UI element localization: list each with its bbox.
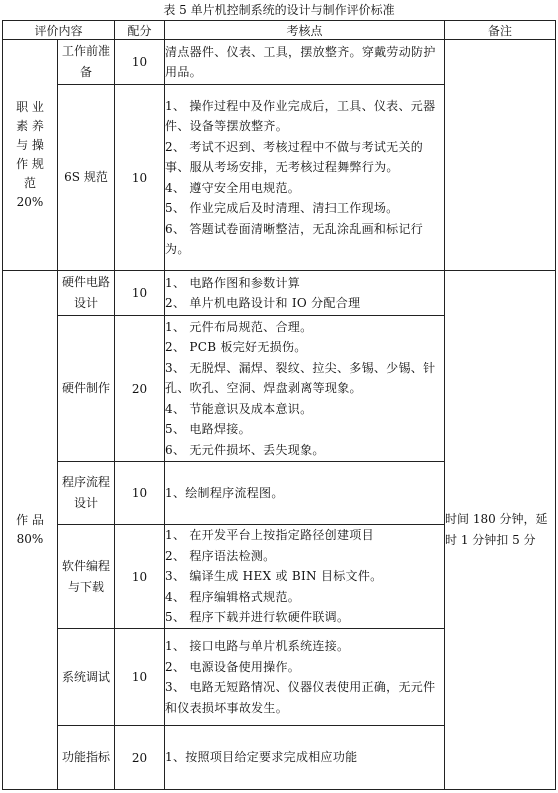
remarks-note: 时间 180 分钟，延时 1 分钟扣 5 分 <box>445 271 556 790</box>
category-product: 作 品 80% <box>3 271 58 790</box>
point-line: 3、 编译生成 HEX 或 BIN 目标文件。 <box>165 569 383 584</box>
point-line: 2、 考试不迟到、考核过程中不做与考试无关的事、服从考场安排，无考核过程舞弊行为。 <box>165 139 424 174</box>
point-line: 清点器件、仪表、工具，摆放整齐。穿戴劳动防护用品。 <box>165 44 436 79</box>
point-line: 1、按照项目给定要求完成相应功能 <box>165 750 358 765</box>
table-row <box>3 40 556 85</box>
point-line: 5、 电路焊接。 <box>165 422 251 437</box>
point-line: 4、 节能意识及成本意识。 <box>165 401 313 416</box>
header-points: 考核点 <box>165 21 445 40</box>
points-cell <box>165 85 445 271</box>
item-label: 软件编程与下载 <box>58 525 115 629</box>
point-line: 2、 单片机电路设计和 IO 分配合理 <box>165 296 361 310</box>
item-label: 系统调试 <box>58 629 115 726</box>
evaluation-table <box>2 20 556 790</box>
point-line: 6、 答题试卷面清晰整洁，无乱涂乱画和标记行为。 <box>165 221 424 256</box>
point-line: 1、 接口电路与单片机系统连接。 <box>165 639 350 653</box>
table-row <box>3 271 556 316</box>
score-value: 10 <box>115 85 165 271</box>
score-value: 20 <box>115 726 165 790</box>
item-label: 工作前准备 <box>58 40 115 85</box>
points-cell <box>165 271 445 316</box>
header-row <box>3 21 556 40</box>
score-value: 10 <box>115 40 165 85</box>
point-line: 2、 程序语法检测。 <box>165 548 276 563</box>
point-line: 1、 元件布局规范、合理。 <box>165 319 313 334</box>
header-category: 评价内容 <box>3 21 115 40</box>
point-line: 1、 在开发平台上按指定路径创建项目 <box>165 528 374 543</box>
category-professional: 职 业 素 养 与 操 作 规 范 20% <box>3 40 58 271</box>
item-label: 程序流程设计 <box>58 462 115 525</box>
score-value: 10 <box>115 629 165 726</box>
score-value: 10 <box>115 271 165 316</box>
points-cell <box>165 316 445 462</box>
point-line: 1、 操作过程中及作业完成后，工具、仪表、元器件、设备等摆放整齐。 <box>165 98 436 133</box>
points-cell <box>165 629 445 726</box>
header-remarks: 备注 <box>445 21 556 40</box>
point-line: 2、 电源设备使用操作。 <box>165 659 301 674</box>
points-cell <box>165 726 445 790</box>
header-score: 配分 <box>115 21 165 40</box>
score-value: 10 <box>115 525 165 629</box>
table-caption: 表 5 单片机控制系统的设计与制作评价标准 <box>163 3 395 17</box>
point-line: 3、 无脱焊、漏焊、裂纹、拉尖、多锡、少锡、针孔、吹孔、空洞、焊盘剥离等现象。 <box>165 360 436 396</box>
points-cell <box>165 525 445 629</box>
point-line: 4、 遵守安全用电规范。 <box>165 180 301 195</box>
point-line: 1、 电路作图和参数计算 <box>165 275 301 290</box>
item-label: 功能指标 <box>58 726 115 790</box>
remarks-empty <box>445 40 556 271</box>
item-label: 6S 规范 <box>58 85 115 271</box>
item-label: 硬件电路设计 <box>58 271 115 316</box>
points-cell <box>165 462 445 525</box>
point-line: 5、 作业完成后及时清理、清扫工作现场。 <box>165 201 399 215</box>
score-value: 10 <box>115 462 165 525</box>
item-label: 硬件制作 <box>58 316 115 462</box>
point-line: 1、绘制程序流程图。 <box>165 485 284 500</box>
point-line: 6、 无元件损坏、丢失现象。 <box>165 442 325 457</box>
score-value: 20 <box>115 316 165 462</box>
points-cell <box>165 40 445 85</box>
point-line: 3、 电路无短路情况、仪器仪表使用正确，无元件和仪表损坏事故发生。 <box>165 680 436 715</box>
point-line: 5、 程序下载并进行软硬件联调。 <box>165 610 350 625</box>
point-line: 2、 PCB 板完好无损伤。 <box>165 340 307 355</box>
point-line: 4、 程序编辑格式规范。 <box>165 589 301 604</box>
